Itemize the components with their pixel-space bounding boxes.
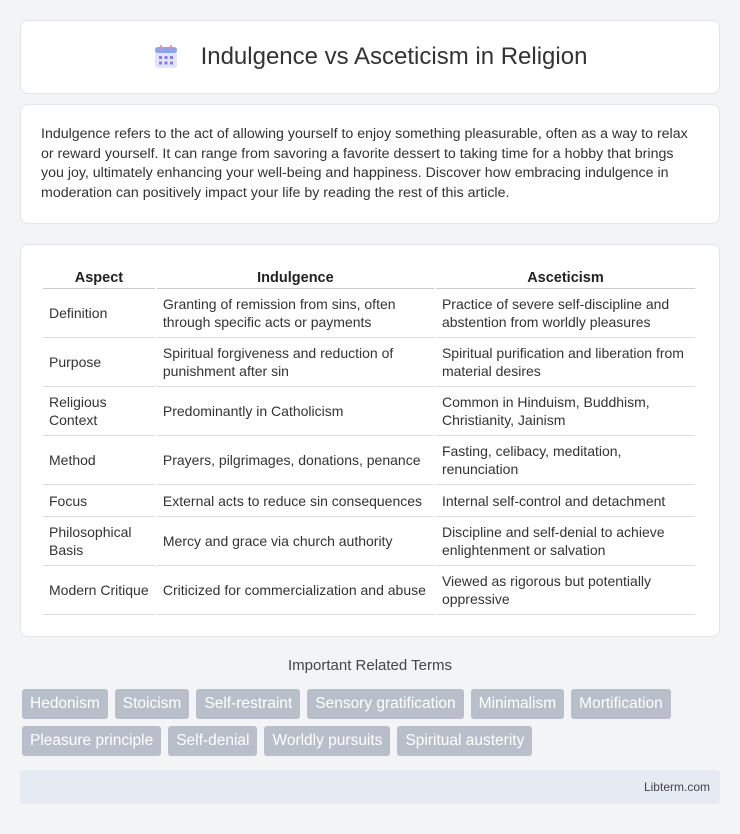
comparison-table	[41, 265, 697, 615]
table-row	[43, 517, 695, 566]
table-header-row	[43, 265, 695, 289]
header-card	[20, 20, 720, 94]
table-cell: Predominantly in Catholicism	[157, 387, 434, 436]
footer	[20, 770, 720, 804]
column-header-indulgence: Indulgence	[157, 265, 434, 289]
table-cell: Fasting, celibacy, meditation, renunciation	[436, 436, 695, 485]
table-cell: Modern Critique	[43, 566, 155, 615]
table-cell: External acts to reduce sin consequences	[157, 485, 434, 517]
table-row	[43, 387, 695, 436]
tag-self-restraint[interactable]: Self-restraint	[196, 689, 300, 719]
table-cell: Definition	[43, 289, 155, 338]
table-cell: Mercy and grace via church authority	[157, 517, 434, 566]
intro-card	[20, 104, 720, 224]
table-cell: Spiritual forgiveness and reduction of punishment after sin	[157, 338, 434, 387]
table-cell: Prayers, pilgrimages, donations, penance	[157, 436, 434, 485]
calendar-grid-icon	[153, 44, 179, 70]
table-cell: Internal self-control and detachment	[436, 485, 695, 517]
column-header-aspect: Aspect	[43, 265, 155, 289]
footer-site-link[interactable]: Libterm.com	[643, 780, 710, 794]
table-cell: Criticized for commercialization and abuse	[157, 566, 434, 615]
table-row	[43, 436, 695, 485]
tag-minimalism[interactable]: Minimalism	[471, 689, 565, 719]
table-row	[43, 566, 695, 615]
table-row	[43, 485, 695, 517]
table-cell: Common in Hinduism, Buddhism, Christianity, Jainism	[436, 387, 695, 436]
table-cell: Focus	[43, 485, 155, 517]
table-row	[43, 289, 695, 338]
table-cell: Philosophical Basis	[43, 517, 155, 566]
tag-pleasure-principle[interactable]: Pleasure principle	[22, 726, 161, 756]
table-cell: Spiritual purification and liberation from material desires	[436, 338, 695, 387]
tag-hedonism[interactable]: Hedonism	[22, 689, 108, 719]
table-cell: Practice of severe self-discipline and abstention from worldly pleasures	[436, 289, 695, 338]
table-cell: Discipline and self-denial to achieve enlightenment or salvation	[436, 517, 695, 566]
table-cell: Viewed as rigorous but potentially oppressive	[436, 566, 695, 615]
table-cell: Purpose	[43, 338, 155, 387]
tag-sensory-gratification[interactable]: Sensory gratification	[307, 689, 463, 719]
intro-text: Indulgence refers to the act of allowing yourself to enjoy something pleasurable, often as a way to relax or reward yourself. It can range from savoring a favorite dessert to taking time for a hobby that brings you joy, ultimately enhancing your well-being and happiness. Discover how embracing indulgence in moderation can positively impact your life by reading the rest of this article.	[41, 126, 688, 201]
tag-stoicism[interactable]: Stoicism	[115, 689, 190, 719]
related-terms-list	[22, 689, 722, 756]
tag-mortification[interactable]: Mortification	[571, 689, 671, 719]
comparison-card	[20, 244, 720, 637]
table-cell: Granting of remission from sins, often through specific acts or payments	[157, 289, 434, 338]
tag-spiritual-austerity[interactable]: Spiritual austerity	[397, 726, 532, 756]
table-cell: Method	[43, 436, 155, 485]
tag-self-denial[interactable]: Self-denial	[168, 726, 257, 756]
tag-worldly-pursuits[interactable]: Worldly pursuits	[264, 726, 390, 756]
table-cell: Religious Context	[43, 387, 155, 436]
table-row	[43, 338, 695, 387]
related-terms-title: Important Related Terms	[288, 657, 452, 674]
column-header-asceticism: Asceticism	[436, 265, 695, 289]
page-title: Indulgence vs Asceticism in Religion	[200, 43, 588, 70]
